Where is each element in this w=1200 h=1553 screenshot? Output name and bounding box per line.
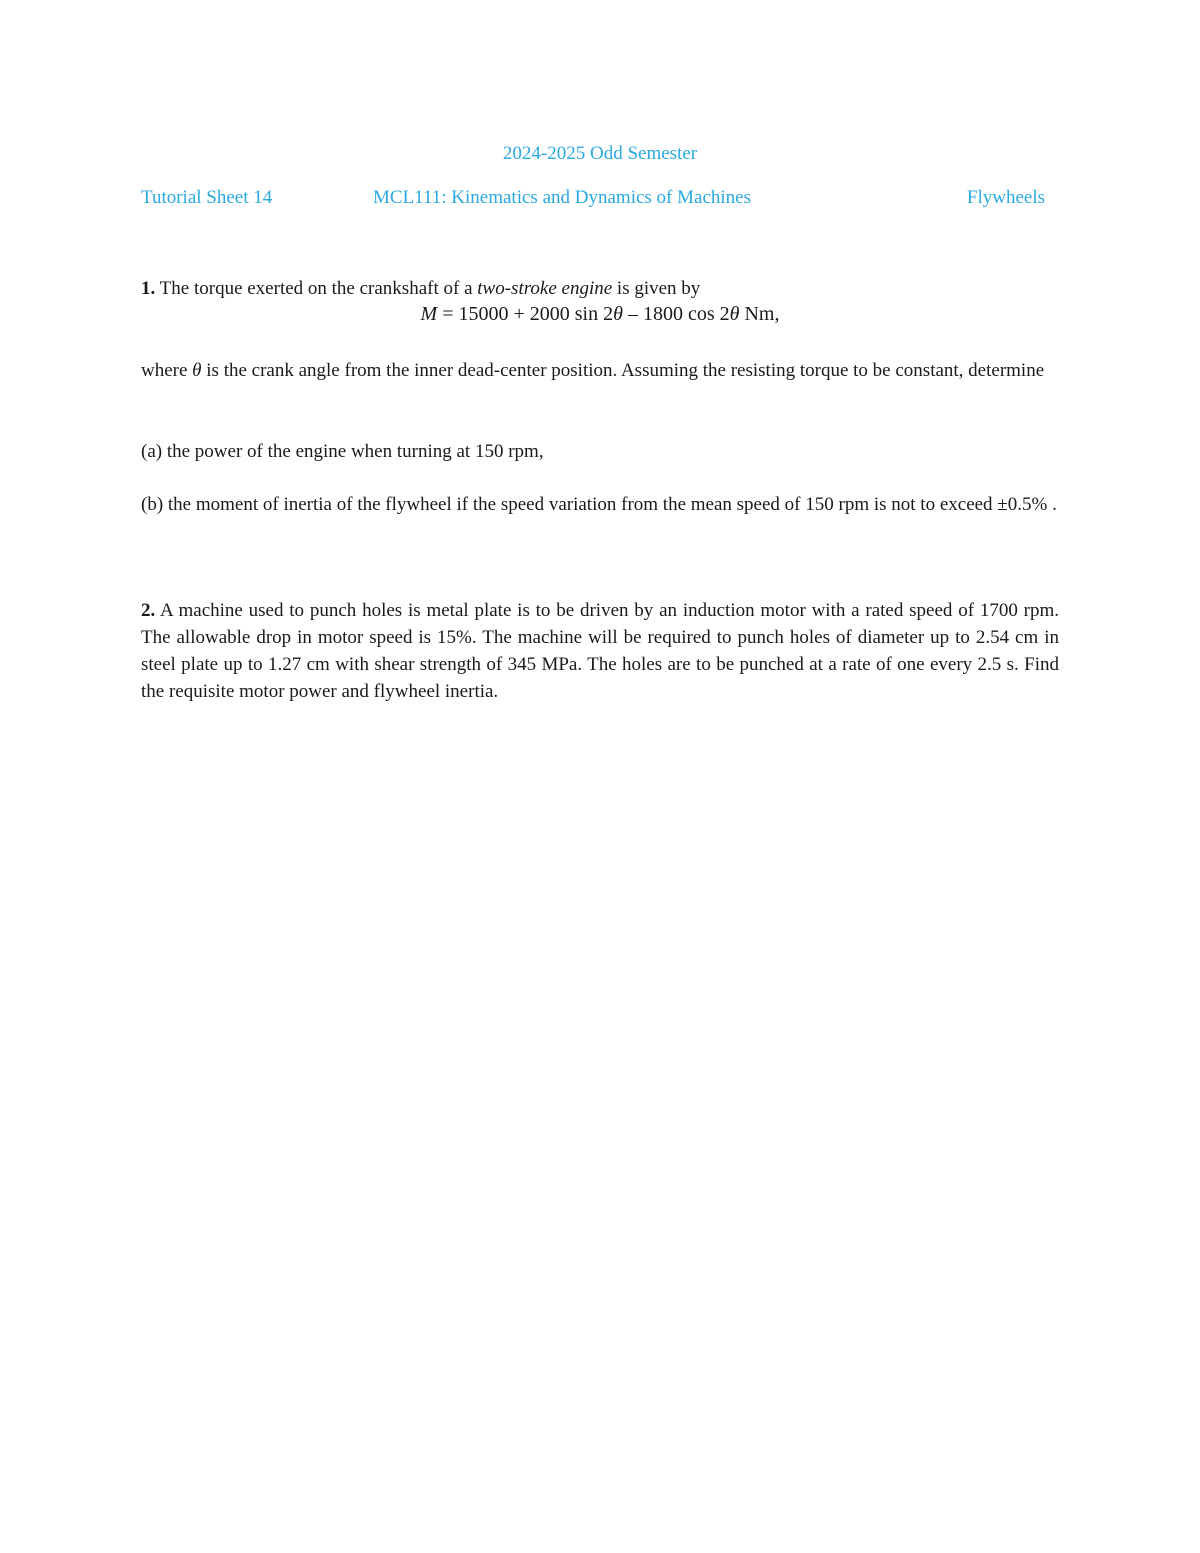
equation-part-a: = 15000 + 2000 sin 2: [442, 303, 614, 325]
semester-heading: 2024-2025 Odd Semester: [502, 143, 698, 164]
question-1-intro-text-b: is given by: [616, 278, 701, 299]
equation-theta-1: θ: [613, 303, 623, 325]
equation-lhs: M: [420, 303, 438, 325]
where-theta: θ: [192, 360, 202, 381]
where-text-a: where: [141, 360, 188, 381]
question-1-number: 1.: [141, 278, 156, 299]
question-1-intro: [141, 275, 1059, 302]
course-title: MCL111: Kinematics and Dynamics of Machines: [373, 187, 751, 208]
tutorial-sheet-label: Tutorial Sheet 14: [141, 187, 273, 208]
question-1-intro-emphasis: two-stroke engine: [477, 278, 613, 299]
equation-theta-2: θ: [729, 303, 740, 325]
question-1-intro-text-a: The torque exerted on the crankshaft of a: [159, 278, 473, 299]
equation-part-b: – 1800 cos 2: [622, 303, 730, 325]
question-1-where: [141, 357, 1059, 384]
question-1-part-a: (a) the power of the engine when turning at 150 rpm,: [141, 441, 544, 462]
question-2-number: 2.: [141, 600, 156, 621]
question-2-text: A machine used to punch holes is metal plate is to be driven by an induction motor with a rated speed of 1700 rpm. The allowable drop in motor speed is 15%. The machine will be required to punch holes of diameter up to 2.54 cm in steel plate up to 1.27 cm with shear strength of 345 MPa. The holes are to be punched at a rate of one every 2.5 s. Find the requisite motor power and flywheel inertia.: [141, 600, 1060, 702]
question-2: [141, 597, 1059, 705]
equation-part-c: Nm,: [739, 303, 780, 325]
where-text-b: is the crank angle from the inner dead-center position. Assuming the resisting torque to be constant, determine: [206, 360, 1045, 381]
topic-label: Flywheels: [966, 187, 1045, 208]
question-1-part-b: (b) the moment of inertia of the flywheel if the speed variation from the mean speed of 150 rpm is not to exceed ±0.5% .: [141, 494, 1057, 515]
torque-equation: [0, 303, 1200, 326]
